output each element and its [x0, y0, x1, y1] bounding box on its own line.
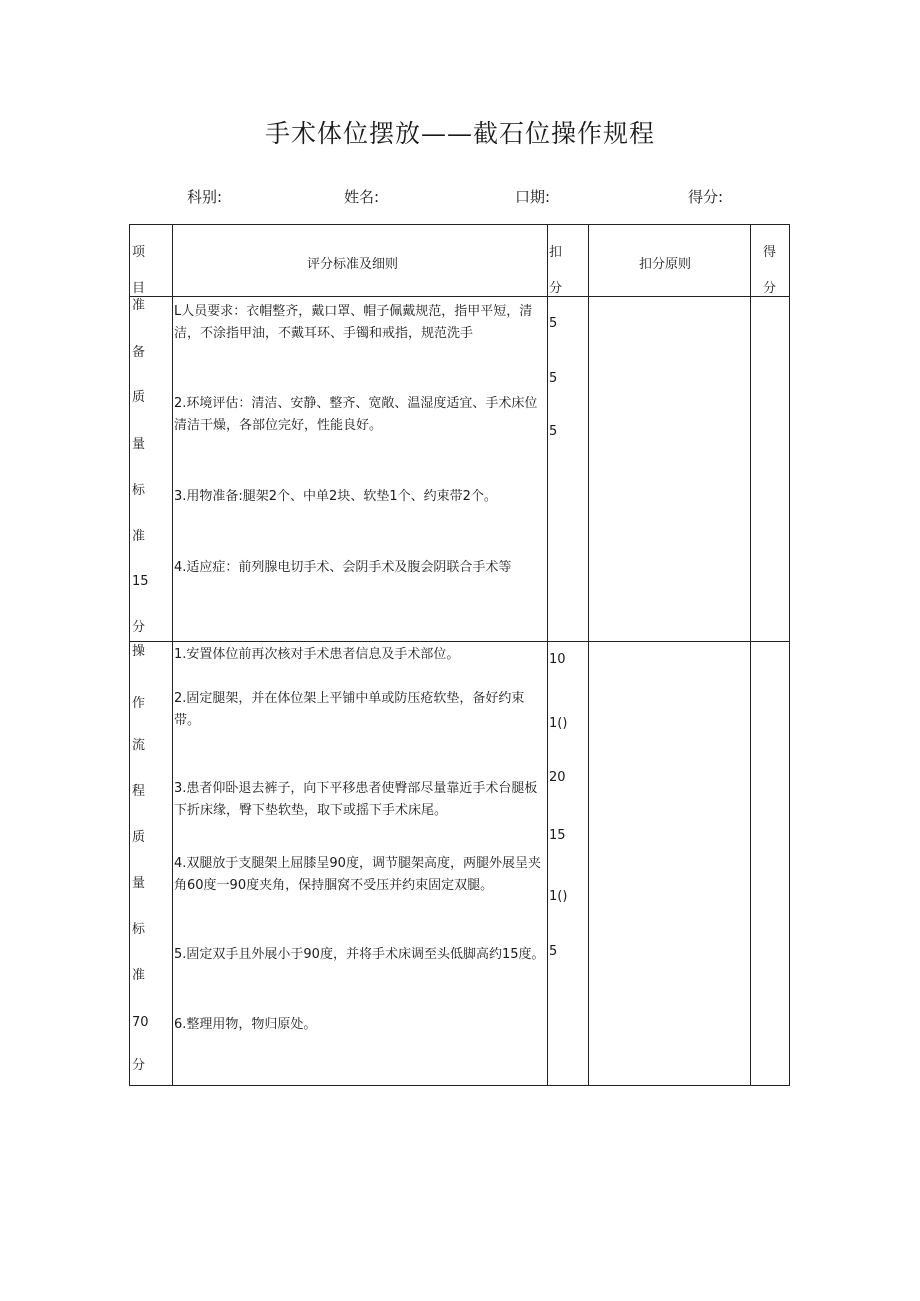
header-score-1: 得: [763, 245, 777, 260]
point-value: 10: [549, 652, 566, 667]
point-value: 5: [549, 371, 558, 386]
point-value: 5: [549, 316, 558, 331]
page-title: 手术体位摆放——截石位操作规程: [264, 119, 655, 148]
table-divider: [588, 224, 589, 1086]
point-value: 1(): [549, 716, 568, 731]
label-char: 程: [132, 784, 146, 799]
label-char: 标: [132, 483, 146, 498]
table-border-left: [129, 224, 130, 1086]
label-char: 质: [132, 830, 146, 845]
criteria-item: 2.环境评估：清洁、安静、整齐、宽敞、温湿度适宜、手术床位清洁干燥，各部位完好，性能良好。: [174, 396, 538, 433]
label-char: 15: [132, 574, 149, 589]
criteria-item: 2.固定腿架，并在体位架上平铺中单或防压疮软垫，备好约束带。: [174, 691, 525, 728]
label-char: 操: [132, 644, 146, 659]
criteria-item: 3.患者仰卧退去裤子，向下平移患者使臀部尽量靠近手术台腿板下折床缘，臀下垫软垫，取下或摇下手术床尾。: [174, 781, 538, 818]
table-border-right: [789, 224, 790, 1086]
label-char: 标: [132, 922, 146, 937]
table-border-top: [129, 224, 790, 225]
scoring-table: [129, 224, 790, 1086]
table-divider: [129, 296, 790, 297]
point-value: 20: [549, 770, 566, 785]
label-char: 70: [132, 1015, 149, 1030]
department-label: 科别:: [187, 188, 223, 206]
label-char: 质: [132, 390, 146, 405]
table-divider: [750, 224, 751, 1086]
label-char: 准: [132, 529, 146, 544]
point-value: 15: [549, 828, 566, 843]
header-deduct-1: 扣: [549, 245, 563, 260]
label-char: 分: [132, 1058, 146, 1073]
header-score-2: 分: [763, 281, 777, 296]
label-char: 准: [132, 298, 146, 313]
criteria-item: 1.安置体位前再次核对手术患者信息及手术部位。: [174, 647, 460, 662]
criteria-item: 4.适应症：前列腺电切手术、会阴手术及腹会阴联合手术等: [174, 560, 512, 575]
criteria-item: 6.整理用物，物归原处。: [174, 1017, 317, 1032]
header-deduct-2: 分: [549, 281, 563, 296]
header-item-1: 项: [132, 245, 146, 260]
label-char: 分: [132, 620, 146, 635]
point-value: 5: [549, 424, 558, 439]
table-divider: [172, 224, 173, 1086]
criteria-item: L人员要求：衣帽整齐，戴口罩、帽子佩戴规范，指甲平短，清洁，不涂指甲油，不戴耳环、手镯和戒指，规范洗手: [174, 304, 533, 341]
label-char: 量: [132, 876, 146, 891]
point-value: 5: [549, 944, 558, 959]
header-principle: 扣分原则: [639, 257, 692, 272]
criteria-item: 4.双腿放于支腿架上屈膝呈90度，调节腿架高度，两腿外展呈夹角60度一90度夹角，保持腘窝不受压并约束固定双腿。: [174, 856, 541, 893]
header-criteria: 评分标准及细则: [307, 257, 399, 272]
point-value: 1(): [549, 889, 568, 904]
table-divider: [129, 641, 790, 642]
date-label: 口期:: [515, 188, 551, 206]
label-char: 作: [132, 696, 146, 711]
score-label: 得分:: [688, 188, 724, 206]
label-char: 量: [132, 437, 146, 452]
label-char: 准: [132, 968, 146, 983]
header-item-2: 目: [132, 281, 146, 296]
criteria-item: 3.用物准备:腿架2个、中单2块、软垫1个、约束带2个。: [174, 489, 497, 504]
label-char: 流: [132, 738, 146, 753]
name-label: 姓名:: [344, 188, 380, 206]
criteria-item: 5.固定双手且外展小于90度，并将手术床调至头低脚高约15度。: [174, 947, 545, 962]
table-border-bottom: [129, 1085, 790, 1086]
label-char: 备: [132, 345, 146, 360]
